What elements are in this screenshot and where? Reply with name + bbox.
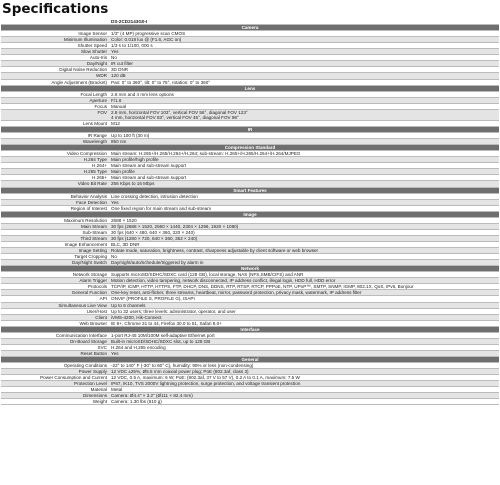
spec-value: M12 bbox=[109, 120, 499, 126]
spec-value: 256 Kbps to 16 Mbps bbox=[109, 181, 499, 187]
spec-value: ONVIF (PROFILE S, PROFILE G), ISAPI bbox=[109, 296, 499, 302]
spec-row bbox=[1, 399, 499, 405]
spec-value: Pan: 0° to 360°, tilt: 0° to 75°, rotation: 0° to 360° bbox=[109, 79, 499, 85]
spec-label: Maximum Resolution bbox=[1, 217, 109, 223]
spec-value: 2688 × 1520 bbox=[109, 217, 499, 223]
spec-value: Motion detection, video tampering, network disconnected, IP address conflict, illegal login, HDD full, HDD error bbox=[109, 278, 499, 284]
spec-label: Main Stream bbox=[1, 223, 109, 229]
spec-label: WDR bbox=[1, 73, 109, 79]
spec-value: Up to 100 ft (30 m) bbox=[109, 133, 499, 139]
spec-value: Manual bbox=[109, 103, 499, 109]
spec-label: Material bbox=[1, 387, 109, 393]
spec-label: API bbox=[1, 296, 109, 302]
spec-label: Focal Length bbox=[1, 91, 109, 97]
spec-value: 12 VDC ±25%, Ø5.5 mm coaxial power plug; PoE (802.3af, class 3) bbox=[109, 369, 499, 375]
spec-value: -22° to 140° F (-30° to 60° C), humidity: 95% or less (non-condensing) bbox=[109, 363, 499, 369]
spec-label: H.265+ bbox=[1, 175, 109, 181]
spec-value: 1/3" (4 MP) progressive scan CMOS bbox=[109, 31, 499, 37]
spec-label: Simultaneous Live View bbox=[1, 302, 109, 308]
spec-value: 30 fps (640 × 480, 640 × 360, 320 × 240) bbox=[109, 229, 499, 235]
spec-value: Main stream and sub-stream support bbox=[109, 175, 499, 181]
section-title: Image bbox=[1, 211, 499, 217]
page-title: Specifications bbox=[2, 1, 109, 17]
spec-label: Third Stream bbox=[1, 235, 109, 241]
spec-value: No bbox=[109, 55, 499, 61]
spec-label: Slow Shutter bbox=[1, 49, 109, 55]
spec-label: Communication Interface bbox=[1, 332, 109, 338]
spec-value: Color: 0.018 lux @ (F1.6, AGC on) bbox=[109, 37, 499, 43]
spec-row bbox=[1, 109, 499, 120]
spec-label: Operating Conditions bbox=[1, 363, 109, 369]
spec-label: Angle Adjustment (Bracket) bbox=[1, 79, 109, 85]
section-title: IR bbox=[1, 126, 499, 132]
spec-label: Weight bbox=[1, 399, 109, 405]
spec-label: Client bbox=[1, 314, 109, 320]
section-title: General bbox=[1, 357, 499, 363]
spec-label: Sub-Stream bbox=[1, 229, 109, 235]
section-title: Camera bbox=[1, 25, 499, 31]
section-title: Smart Features bbox=[1, 187, 499, 193]
spec-value: iVMS-4200, Hik-Connect bbox=[109, 314, 499, 320]
spec-value: IE 8+, Chrome 31 to 44, Firefox 30.0 to 51, Safari 8.0+ bbox=[109, 320, 499, 326]
spec-value: 850 nm bbox=[109, 139, 499, 145]
spec-value: Metal bbox=[109, 387, 499, 393]
spec-label: Shutter Speed bbox=[1, 43, 109, 49]
spec-value: Camera: 1.30 lbs (610 g) bbox=[109, 399, 499, 405]
spec-value: TCP/IP, ICMP, HTTP, HTTPS, FTP, DHCP, DNS, DDNS, RTP, RTSP, RTCP, PPPoE, NTP, UPnP™, SMTP, SNMP, IGMP, 802.1X, QoS, IPv6, Bonjour bbox=[109, 284, 499, 290]
section-title: Compression Standard bbox=[1, 145, 499, 151]
spec-value: Built-in microSD/SDHC/SDXC slot, up to 128 GB bbox=[109, 338, 499, 344]
spec-label: On-Board Storage bbox=[1, 338, 109, 344]
spec-label: Day/Night Switch bbox=[1, 260, 109, 266]
spec-label: Wavelength bbox=[1, 139, 109, 145]
spec-label: Focus bbox=[1, 103, 109, 109]
spec-label: Network Storage bbox=[1, 272, 109, 278]
spec-value: 12 VDC, 0.5 A, maximum: 6 W; PoE: (802.3af, 37 V to 57 V), 0.2 A to 0.1 A, maximum: 7.5 W bbox=[109, 375, 499, 381]
spec-value: Supports microSD/SDHC/SDXC card (128 GB), local storage, NAS (NFS,SMB/CIFS) and ANR bbox=[109, 272, 499, 278]
spec-label: Lens Mount bbox=[1, 120, 109, 126]
spec-value: Rotate mode, saturation, brightness, contrast, sharpness adjustable by client software or web browser bbox=[109, 248, 499, 254]
spec-value: Camera: Ø4.4" × 3.2" (Ø111 × 82.4 mm) bbox=[109, 393, 499, 399]
spec-label: Digital Noise Reduction bbox=[1, 67, 109, 73]
spec-table-body bbox=[1, 19, 499, 405]
spec-value: Up to 32 users; three levels: administrator, operator, and user bbox=[109, 308, 499, 314]
spec-value: F/1.6 bbox=[109, 97, 499, 103]
section-title: Network bbox=[1, 266, 499, 272]
spec-value: One-key reset, anti-flicker, three streams, heartbeat, mirror, password protection, privacy mask, watermark, IP address filter bbox=[109, 290, 499, 296]
spec-value: 30 fps (1280 × 720, 640 × 360, 352 × 240) bbox=[109, 235, 499, 241]
spec-label: H.264+ bbox=[1, 163, 109, 169]
spec-label: Video Compression bbox=[1, 151, 109, 157]
spec-value: Up to 6 channels bbox=[109, 302, 499, 308]
spec-label: Target Cropping bbox=[1, 254, 109, 260]
spec-label: Power Consumption and Current bbox=[1, 375, 109, 381]
spec-label: Web Browser bbox=[1, 320, 109, 326]
spec-value: 1-port RJ-45 10M/100M self-adaptive Ethernet port bbox=[109, 332, 499, 338]
spec-label: Face Detection bbox=[1, 199, 109, 205]
spec-value: Main stream and sub-stream support bbox=[109, 163, 499, 169]
section-title: Lens bbox=[1, 85, 499, 91]
spec-label: User/Host bbox=[1, 308, 109, 314]
spec-label: Reset Button bbox=[1, 350, 109, 356]
spec-value: 2.8 mm and 4 mm lens options bbox=[109, 91, 499, 97]
spec-value: 3D DNR bbox=[109, 67, 499, 73]
spec-label: General Function bbox=[1, 290, 109, 296]
spec-label: Video Bit Rate bbox=[1, 181, 109, 187]
spec-value: 1/3 s to 1/100, 000 s bbox=[109, 43, 499, 49]
spec-label: Alarm Trigger bbox=[1, 278, 109, 284]
spec-value: Yes bbox=[109, 350, 499, 356]
spec-label: FOV bbox=[1, 109, 109, 120]
spec-label: Image Enhancement bbox=[1, 242, 109, 248]
spec-table bbox=[1, 19, 499, 405]
spec-label: Image Sensor bbox=[1, 31, 109, 37]
spec-value: 2.8 mm, horizontal FOV 103°, vertical FOV 56°, diagonal FOV 123° 4 mm, horizontal FOV 83°, vertical FOV 45°, diagonal FOV 98° bbox=[109, 109, 499, 120]
spec-label: IR Range bbox=[1, 133, 109, 139]
spec-label: Minimum Illumination bbox=[1, 37, 109, 43]
spec-label: Protection Level bbox=[1, 381, 109, 387]
spec-value: Day/night/auto/schedule/triggered by alarm in bbox=[109, 260, 499, 266]
spec-label: Dimensions bbox=[1, 393, 109, 399]
spec-value: One fixed region for main stream and sub-stream bbox=[109, 205, 499, 211]
spec-label: H.264 Type bbox=[1, 157, 109, 163]
spec-value: Yes bbox=[109, 199, 499, 205]
spec-label: Day/Night bbox=[1, 61, 109, 67]
spec-label: H.265 Type bbox=[1, 169, 109, 175]
section-title: Interface bbox=[1, 326, 499, 332]
spec-label: Behavior Analysis bbox=[1, 193, 109, 199]
spec-value: BLC, 3D DNR bbox=[109, 242, 499, 248]
spec-value: Main stream: H.265+/H.265/H.264+/H.264; sub-stream: H.265+/H.265/H.264+/H.264/MJPEG bbox=[109, 151, 499, 157]
spec-label: Protocols bbox=[1, 284, 109, 290]
spec-label: Power Supply bbox=[1, 369, 109, 375]
spec-value: Line crossing detection, intrusion detection bbox=[109, 193, 499, 199]
spec-label: Aperture bbox=[1, 97, 109, 103]
spec-label: Auto-Iris bbox=[1, 55, 109, 61]
spec-value: IP67, IK10, TVS 2000V lightning protection, surge protection, and voltage transient protection bbox=[109, 381, 499, 387]
spec-label: SVC bbox=[1, 344, 109, 350]
spec-label: Image Setting bbox=[1, 248, 109, 254]
spec-value: 120 dB bbox=[109, 73, 499, 79]
spec-value: No bbox=[109, 254, 499, 260]
spec-value: IR cut filter bbox=[109, 61, 499, 67]
spec-value: 30 fps (2688 × 1520, 2560 × 1440, 2304 × 1296, 1920 × 1080) bbox=[109, 223, 499, 229]
spec-label: Region of Interest bbox=[1, 205, 109, 211]
spec-value: Yes bbox=[109, 49, 499, 55]
model-number: DS-2CD2143G0-I bbox=[109, 19, 499, 25]
spec-value: Main profile/high profile bbox=[109, 157, 499, 163]
spec-value: H.264 and H.265 encoding bbox=[109, 344, 499, 350]
spec-value: Main profile bbox=[109, 169, 499, 175]
